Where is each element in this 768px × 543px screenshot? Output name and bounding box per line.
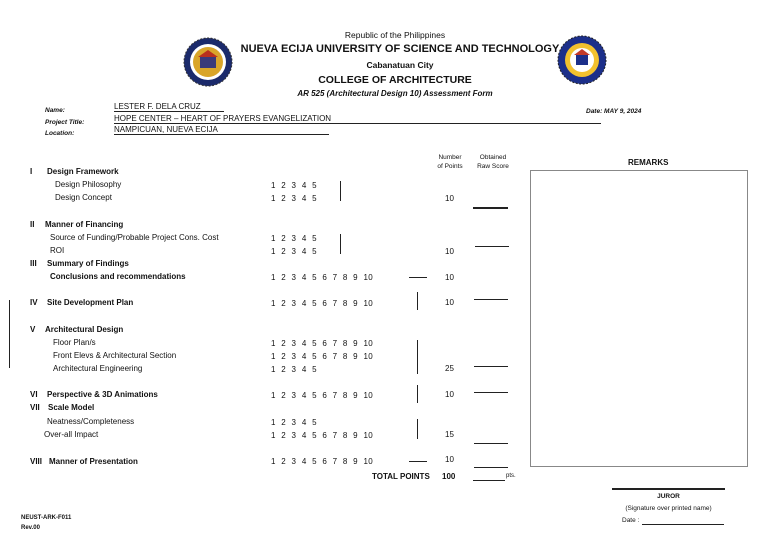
section-1-title: Design Framework [47,167,119,176]
rating-scale[interactable]: 1 2 3 4 5 6 7 8 9 10 [271,273,373,282]
university-name: NUEVA ECIJA UNIVERSITY OF SCIENCE AND TECHNOLOGY [240,43,560,55]
remarks-header: REMARKS [628,158,669,167]
rating-scale[interactable]: 1 2 3 4 5 6 7 8 9 10 [271,457,373,466]
section-1-points: 10 [445,194,454,203]
juror-subtitle: (Signature over printed name) [625,505,712,512]
section-7-score-line[interactable] [474,443,508,444]
juror-date-line[interactable] [642,524,724,525]
section-2-score-line[interactable] [475,246,509,247]
form-title: AR 525 (Architectural Design 10) Assessment Form [297,89,493,98]
total-points-value: 100 [442,472,456,481]
rating-scale[interactable]: 1 2 3 4 5 [271,181,317,190]
republic-line: Republic of the Philippines [344,30,446,40]
criterion-source-of-funding: Source of Funding/Probable Project Cons. Cost [50,233,219,242]
rating-scale[interactable]: 1 2 3 4 5 6 7 8 9 10 [271,352,373,361]
location-label: Location: [45,130,75,137]
section-6-number: VI [30,390,38,399]
total-points-label: TOTAL POINTS [372,472,430,481]
criterion-neatness: Neatness/Completeness [47,417,135,426]
section-4-title: Site Development Plan [47,298,134,307]
criterion-overall-impact: Over-all Impact [44,430,99,439]
location-value: NAMPICUAN, NUEVA ECIJA [114,125,329,135]
section-8-title: Manner of Presentation [49,457,138,466]
rating-scale[interactable]: 1 2 3 4 5 6 7 8 9 10 [271,431,373,440]
number-of-points-header: Number of Points [437,154,463,170]
criterion-architectural-engineering: Architectural Engineering [53,364,143,373]
obtained-raw-score-header: Obtained Raw Score [477,154,509,170]
section-7-number: VII [30,403,40,412]
juror-date-label: Date : [622,517,640,524]
section-8-points: 10 [445,455,454,464]
rating-scale[interactable]: 1 2 3 4 5 [271,365,317,374]
rating-scale[interactable]: 1 2 3 4 5 [271,247,317,256]
section-4-score-line[interactable] [474,299,508,300]
criterion-conclusions: Conclusions and recommendations [50,272,186,281]
section-4-number: IV [30,298,38,307]
college-name: COLLEGE OF ARCHITECTURE [318,74,472,86]
rating-scale[interactable]: 1 2 3 4 5 [271,234,317,243]
section-7-title: Scale Model [48,403,95,412]
name-label: Name: [45,107,65,114]
criterion-front-elevs: Front Elevs & Architectural Section [53,351,177,360]
section-2-title: Manner of Financing [45,220,124,229]
rating-scale[interactable]: 1 2 3 4 5 6 7 8 9 10 [271,339,373,348]
section-2-points: 10 [445,247,454,256]
section-3-number: III [30,259,37,268]
section-8-number: VIII [30,457,43,466]
section-4-points: 10 [445,298,454,307]
rating-scale[interactable]: 1 2 3 4 5 6 7 8 9 10 [271,391,373,400]
criterion-design-philosophy: Design Philosophy [55,180,122,189]
rating-scale[interactable]: 1 2 3 4 5 6 7 8 9 10 [271,299,373,308]
section-6-score-line[interactable] [474,392,508,393]
form-code: NEUST-ARK-F011 [21,515,72,521]
criterion-floor-plans: Floor Plan/s [53,338,96,347]
rating-scale[interactable]: 1 2 3 4 5 [271,194,317,203]
section-3-points: 10 [445,273,454,282]
project-title-label: Project Title: [45,119,85,126]
date-field: Date: MAY 9, 2024 [586,108,642,115]
section-3-title: Summary of Findings [47,259,129,268]
section-5-points: 25 [445,364,454,373]
remarks-box[interactable] [530,170,748,467]
section-5-number: V [30,325,36,334]
rating-scale[interactable]: 1 2 3 4 5 [271,418,317,427]
section-8-score-line[interactable] [474,467,508,468]
section-7-points: 15 [445,430,454,439]
criterion-roi: ROI [50,246,65,255]
criterion-design-concept: Design Concept [55,193,112,202]
juror-signature-line[interactable] [612,488,725,490]
section-6-title: Perspective & 3D Animations [47,390,158,399]
section-5-title: Architectural Design [45,325,124,334]
juror-title: JUROR [657,493,680,500]
section-1-score-line[interactable] [473,207,508,209]
section-1-number: I [30,167,33,176]
section-5-score-line[interactable] [474,366,508,367]
section-6-points: 10 [445,390,454,399]
form-revision: Rev.00 [21,525,40,531]
name-value: LESTER F. DELA CRUZ [114,102,224,112]
section-2-number: II [30,220,35,229]
city-line: Cabanatuan City [366,60,434,70]
total-score-line[interactable] [473,480,505,481]
total-unit: pts. [506,473,516,479]
project-title-value: HOPE CENTER – HEART OF PRAYERS EVANGELIZATION [114,114,601,124]
